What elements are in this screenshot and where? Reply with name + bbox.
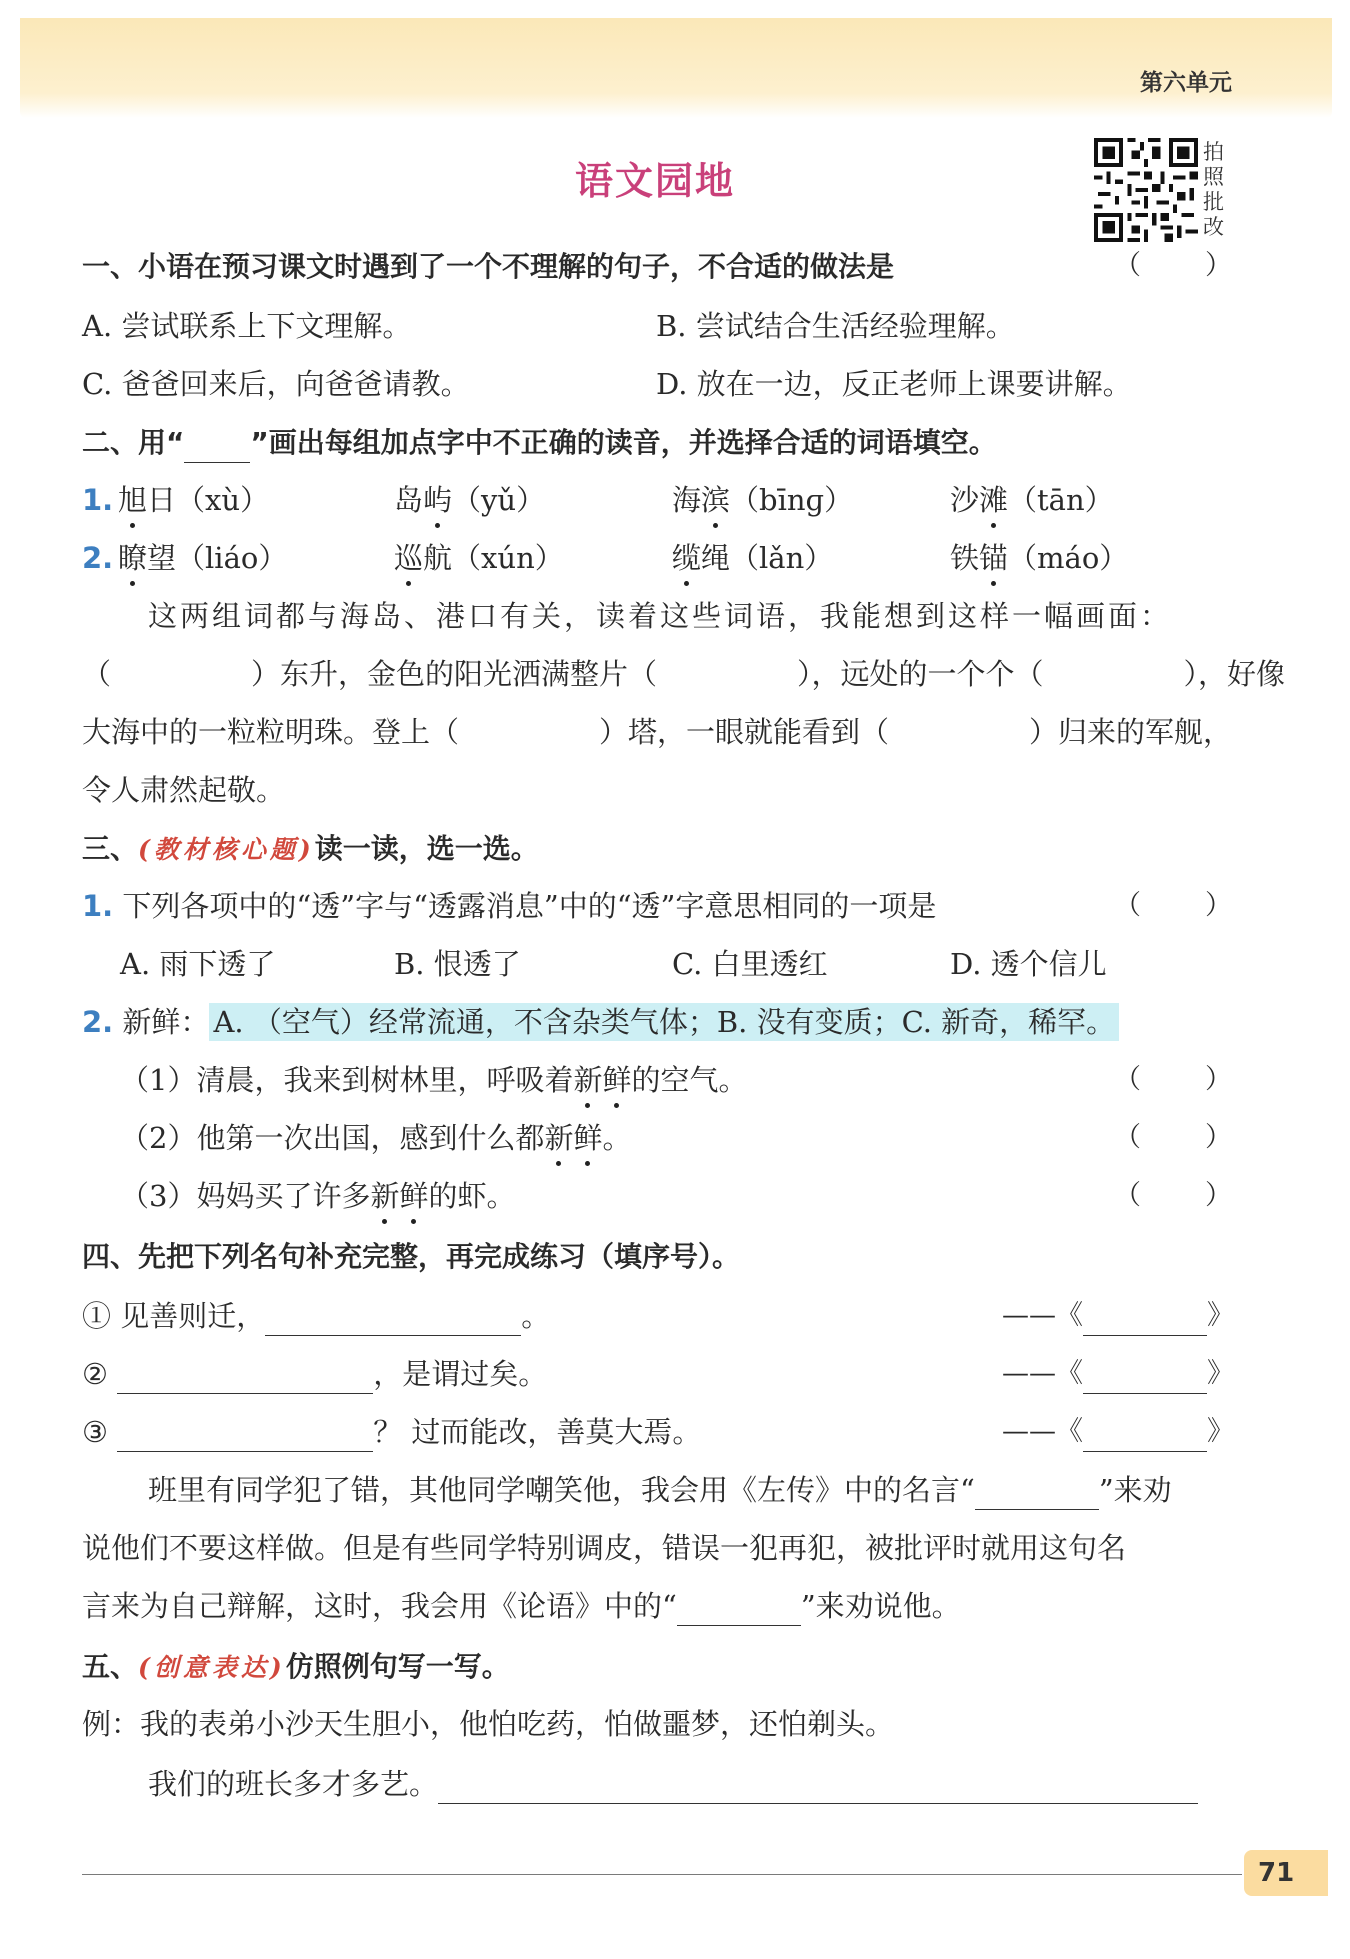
qr-code-icon[interactable]: [1094, 138, 1198, 242]
fill-blank[interactable]: [975, 1478, 1099, 1510]
core-question-tag: (教材核心题): [138, 835, 315, 864]
pinyin-item[interactable]: 海滨（bīnɡ）: [672, 480, 853, 520]
option-d[interactable]: D. 透个信儿: [950, 947, 1107, 981]
pinyin-item[interactable]: 缆绳（lǎn）: [672, 538, 833, 578]
fill-blank[interactable]: [117, 1362, 373, 1394]
pinyin-item[interactable]: 旭日（xù）: [118, 480, 269, 520]
fill-blank[interactable]: [1083, 1304, 1207, 1336]
sec3-q1-line: 1. 下列各项中的“透”字与“透露消息”中的“透”字意思相同的一项是 （ ）: [82, 886, 1234, 926]
sec2-para-line-2: （ ）东升，金色的阳光洒满整片（ ），远处的一个个（ ），好像: [82, 657, 1286, 691]
quote-item-3: ③ ？ 过而能改，善莫大焉。 ——《 》: [82, 1412, 1234, 1452]
answer-paren[interactable]: （ ）: [1114, 1180, 1234, 1211]
sec2-para-line-4: 令人肃然起敬。: [82, 773, 286, 807]
sec3-q2-item: （1）清晨，我来到树林里，呼吸着新鲜的空气。 （ ）: [82, 1060, 1234, 1100]
sec3-q2-line: 2. 新鲜： A. （空气）经常流通，不含杂类气体；B. 没有变质；C. 新奇，稀罕。: [82, 1002, 1234, 1042]
option-a[interactable]: A. 尝试联系上下文理解。: [82, 309, 412, 343]
sec4-para-line-1: 班里有同学犯了错，其他同学嘲笑他，我会用《左传》中的名言“ ”来劝: [82, 1470, 1234, 1510]
section-4-title-line: 四、先把下列名句补充完整，再完成练习（填序号）。: [82, 1240, 741, 1273]
pinyin-item[interactable]: 瞭望（liáo）: [118, 538, 287, 578]
page-title: 语文园地: [574, 159, 735, 203]
pinyin-item[interactable]: 巡航（xún）: [394, 538, 564, 578]
sec4-para-line-2: 说他们不要这样做。但是有些同学特别调皮，错误一犯再犯，被批评时就用这句名: [82, 1531, 1127, 1565]
fill-blank[interactable]: [1083, 1420, 1207, 1452]
source-book-field: ——《 》: [1002, 1412, 1234, 1452]
fill-blank[interactable]: [117, 1420, 373, 1452]
dotted-word: [544, 1121, 602, 1155]
source-book-field: ——《 》: [1002, 1296, 1234, 1336]
example-sentence: 例：我的表弟小沙天生胆小，他怕吃药，怕做噩梦，还怕剃头。: [82, 1707, 895, 1741]
source-book-field: ——《 》: [1002, 1354, 1234, 1394]
creative-tag: (创意表达): [138, 1653, 286, 1682]
dotted-char: 鲜: [602, 1060, 631, 1100]
option-b[interactable]: B. 恨透了: [394, 947, 521, 981]
section-5-title-line: 五、(创意表达)仿照例句写一写。: [82, 1650, 510, 1683]
quote-item-1: ① 见善则迁， 。 ——《 》: [82, 1296, 1234, 1336]
section-3-title-line: 三、(教材核心题)读一读，选一选。: [82, 832, 539, 865]
dotted-char: 新: [370, 1176, 399, 1216]
option-a[interactable]: A. 雨下透了: [120, 947, 276, 981]
pinyin-item[interactable]: 铁锚（máo）: [950, 538, 1128, 578]
page-number: 71: [1258, 1858, 1295, 1888]
fill-blank[interactable]: [677, 1594, 801, 1626]
sec3-q2-item: （2）他第一次出国，感到什么都新鲜。 （ ）: [82, 1118, 1234, 1158]
answer-paren[interactable]: （ ）: [1114, 890, 1234, 921]
sec4-para-line-3: 言来为自己辩解，这时，我会用《论语》中的“ ”来劝说他。: [82, 1586, 1234, 1626]
section-1-title-line: 一、小语在预习课文时遇到了一个不理解的句子，不合适的做法是 （ ）: [82, 246, 1234, 287]
qr-label: 拍 照 批 改: [1203, 140, 1224, 239]
definition-highlight: A. （空气）经常流通，不含杂类气体；B. 没有变质；C. 新奇，稀罕。: [209, 1003, 1119, 1041]
sec5-prompt-line: 我们的班长多才多艺。: [82, 1764, 1234, 1804]
answer-paren[interactable]: （ ）: [1114, 250, 1234, 281]
sec2-para-line-1: 这两组词都与海岛、港口有关，读着这些词语，我能想到这样一幅画面：: [148, 599, 1173, 633]
dotted-word: [370, 1179, 428, 1213]
dotted-char: 新: [544, 1118, 573, 1158]
pinyin-item[interactable]: 沙滩（tān）: [950, 480, 1114, 520]
option-b[interactable]: B. 尝试结合生活经验理解。: [656, 309, 1015, 343]
fill-blank[interactable]: [1083, 1362, 1207, 1394]
option-d[interactable]: D. 放在一边，反正老师上课要讲解。: [656, 367, 1132, 401]
answer-paren[interactable]: （ ）: [1114, 1122, 1234, 1153]
quote-item-2: ② ，是谓过矣。 ——《 》: [82, 1354, 1234, 1394]
writing-line[interactable]: [438, 1772, 1198, 1804]
header-band: [20, 18, 1332, 118]
fill-blank[interactable]: [265, 1304, 521, 1336]
dotted-word: [573, 1063, 631, 1097]
option-c[interactable]: C. 爸爸回来后，向爸爸请教。: [82, 367, 470, 401]
pinyin-item[interactable]: 岛屿（yǔ）: [394, 480, 545, 520]
unit-label: 第六单元: [1140, 70, 1232, 96]
underline-sample: [184, 437, 250, 463]
sec2-para-line-3: 大海中的一粒粒明珠。登上（ ）塔，一眼就能看到（ ）归来的军舰，: [82, 715, 1233, 749]
dotted-char: 鲜: [399, 1176, 428, 1216]
dotted-char: 鲜: [573, 1118, 602, 1158]
dotted-char: 新: [573, 1060, 602, 1100]
option-c[interactable]: C. 白里透红: [672, 947, 828, 981]
footer-rule: [82, 1874, 1242, 1875]
answer-paren[interactable]: （ ）: [1114, 1064, 1234, 1095]
section-2-title-line: 二、用“ ”画出每组加点字中不正确的读音，并选择合适的词语填空。: [82, 422, 1234, 463]
sec3-q2-item: （3）妈妈买了许多新鲜的虾。 （ ）: [82, 1176, 1234, 1216]
